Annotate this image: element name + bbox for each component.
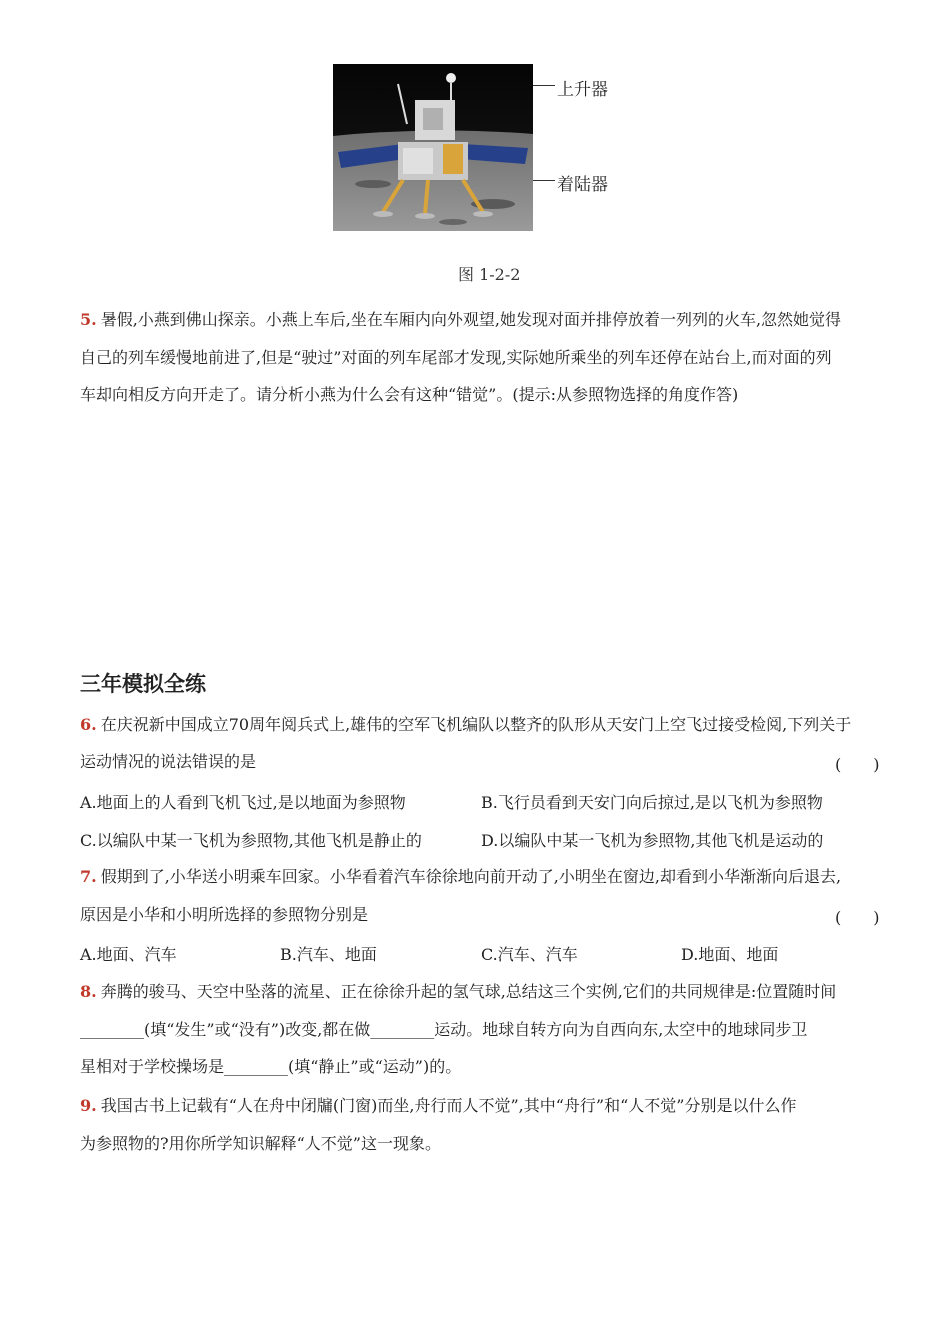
q9-line-1: [80, 1096, 796, 1116]
callout-lander-label: 着陆器: [557, 175, 608, 195]
q6-option-c: C.以编队中某一飞机为参照物,其他飞机是静止的: [80, 831, 422, 850]
q9-text-1: 我国古书上记载有“人在舟中闭牖(门窗)而坐,舟行而人不觉”,其中“舟行”和“人不觉”分别是以什么作: [100, 1096, 797, 1115]
q7-line-1: [80, 867, 841, 887]
lunar-lander-figure: [333, 64, 533, 231]
q6-number: 6.: [80, 715, 97, 734]
q5-line-3: 车却向相反方向开走了。请分析小燕为什么会有这种“错觉”。(提示:从参照物选择的角度作答): [80, 385, 739, 404]
callout-line-bottom: [533, 180, 555, 181]
q7-answer-paren: ( ): [835, 908, 880, 927]
section-heading: 三年模拟全练: [80, 672, 206, 696]
q9-line-2: 为参照物的?用你所学知识解释“人不觉”这一现象。: [80, 1134, 441, 1153]
lunar-lander-image: [333, 64, 533, 231]
q7-text-1: 假期到了,小华送小明乘车回家。小华看着汽车徐徐地向前开动了,小明坐在窗边,却看到小华渐渐向后退去,: [100, 867, 842, 886]
q7-option-b: B.汽车、地面: [280, 945, 377, 964]
q5-line-2: 自己的列车缓慢地前进了,但是“驶过”对面的列车尾部才发现,实际她所乘坐的列车还停在站台上,而对面的列: [80, 348, 832, 367]
q6-line-1: [80, 715, 851, 735]
q8-line-3: 星相对于学校操场是________(填“静止”或“运动”)的。: [80, 1057, 462, 1076]
q6-text-1: 在庆祝新中国成立70周年阅兵式上,雄伟的空军飞机编队以整齐的队形从天安门上空飞过接受检阅,下列关于: [100, 715, 852, 734]
q6-option-d: D.以编队中某一飞机为参照物,其他飞机是运动的: [481, 831, 824, 850]
q6-answer-paren: ( ): [835, 755, 880, 774]
q7-number: 7.: [80, 867, 97, 886]
callout-ascender-label: 上升器: [557, 80, 608, 100]
q9-number: 9.: [80, 1096, 97, 1115]
figure-caption: 图 1-2-2: [458, 265, 521, 284]
callout-line-top: [533, 85, 555, 86]
q6-option-b: B.飞行员看到天安门向后掠过,是以飞机为参照物: [481, 793, 823, 812]
q5-number: 5.: [80, 310, 97, 329]
q8-number: 8.: [80, 982, 97, 1001]
q7-option-d: D.地面、地面: [681, 945, 779, 964]
q7-line-2: 原因是小华和小明所选择的参照物分别是: [80, 905, 369, 924]
q6-line-2: 运动情况的说法错误的是: [80, 752, 257, 771]
q6-option-a: A.地面上的人看到飞机飞过,是以地面为参照物: [80, 793, 406, 812]
q7-option-c: C.汽车、汽车: [481, 945, 578, 964]
q8-text-1: 奔腾的骏马、天空中坠落的流星、正在徐徐升起的氢气球,总结这三个实例,它们的共同规律是:位置随时间: [100, 982, 837, 1001]
q5-text-1: 暑假,小燕到佛山探亲。小燕上车后,坐在车厢内向外观望,她发现对面并排停放着一列列的火车,忽然她觉得: [100, 310, 842, 329]
q8-line-2: ________(填“发生”或“没有”)改变,都在做________运动。地球自转方向为自西向东,太空中的地球同步卫: [80, 1020, 808, 1039]
q8-line-1: [80, 982, 836, 1002]
q7-option-a: A.地面、汽车: [80, 945, 177, 964]
q5-line-1: [80, 310, 841, 330]
